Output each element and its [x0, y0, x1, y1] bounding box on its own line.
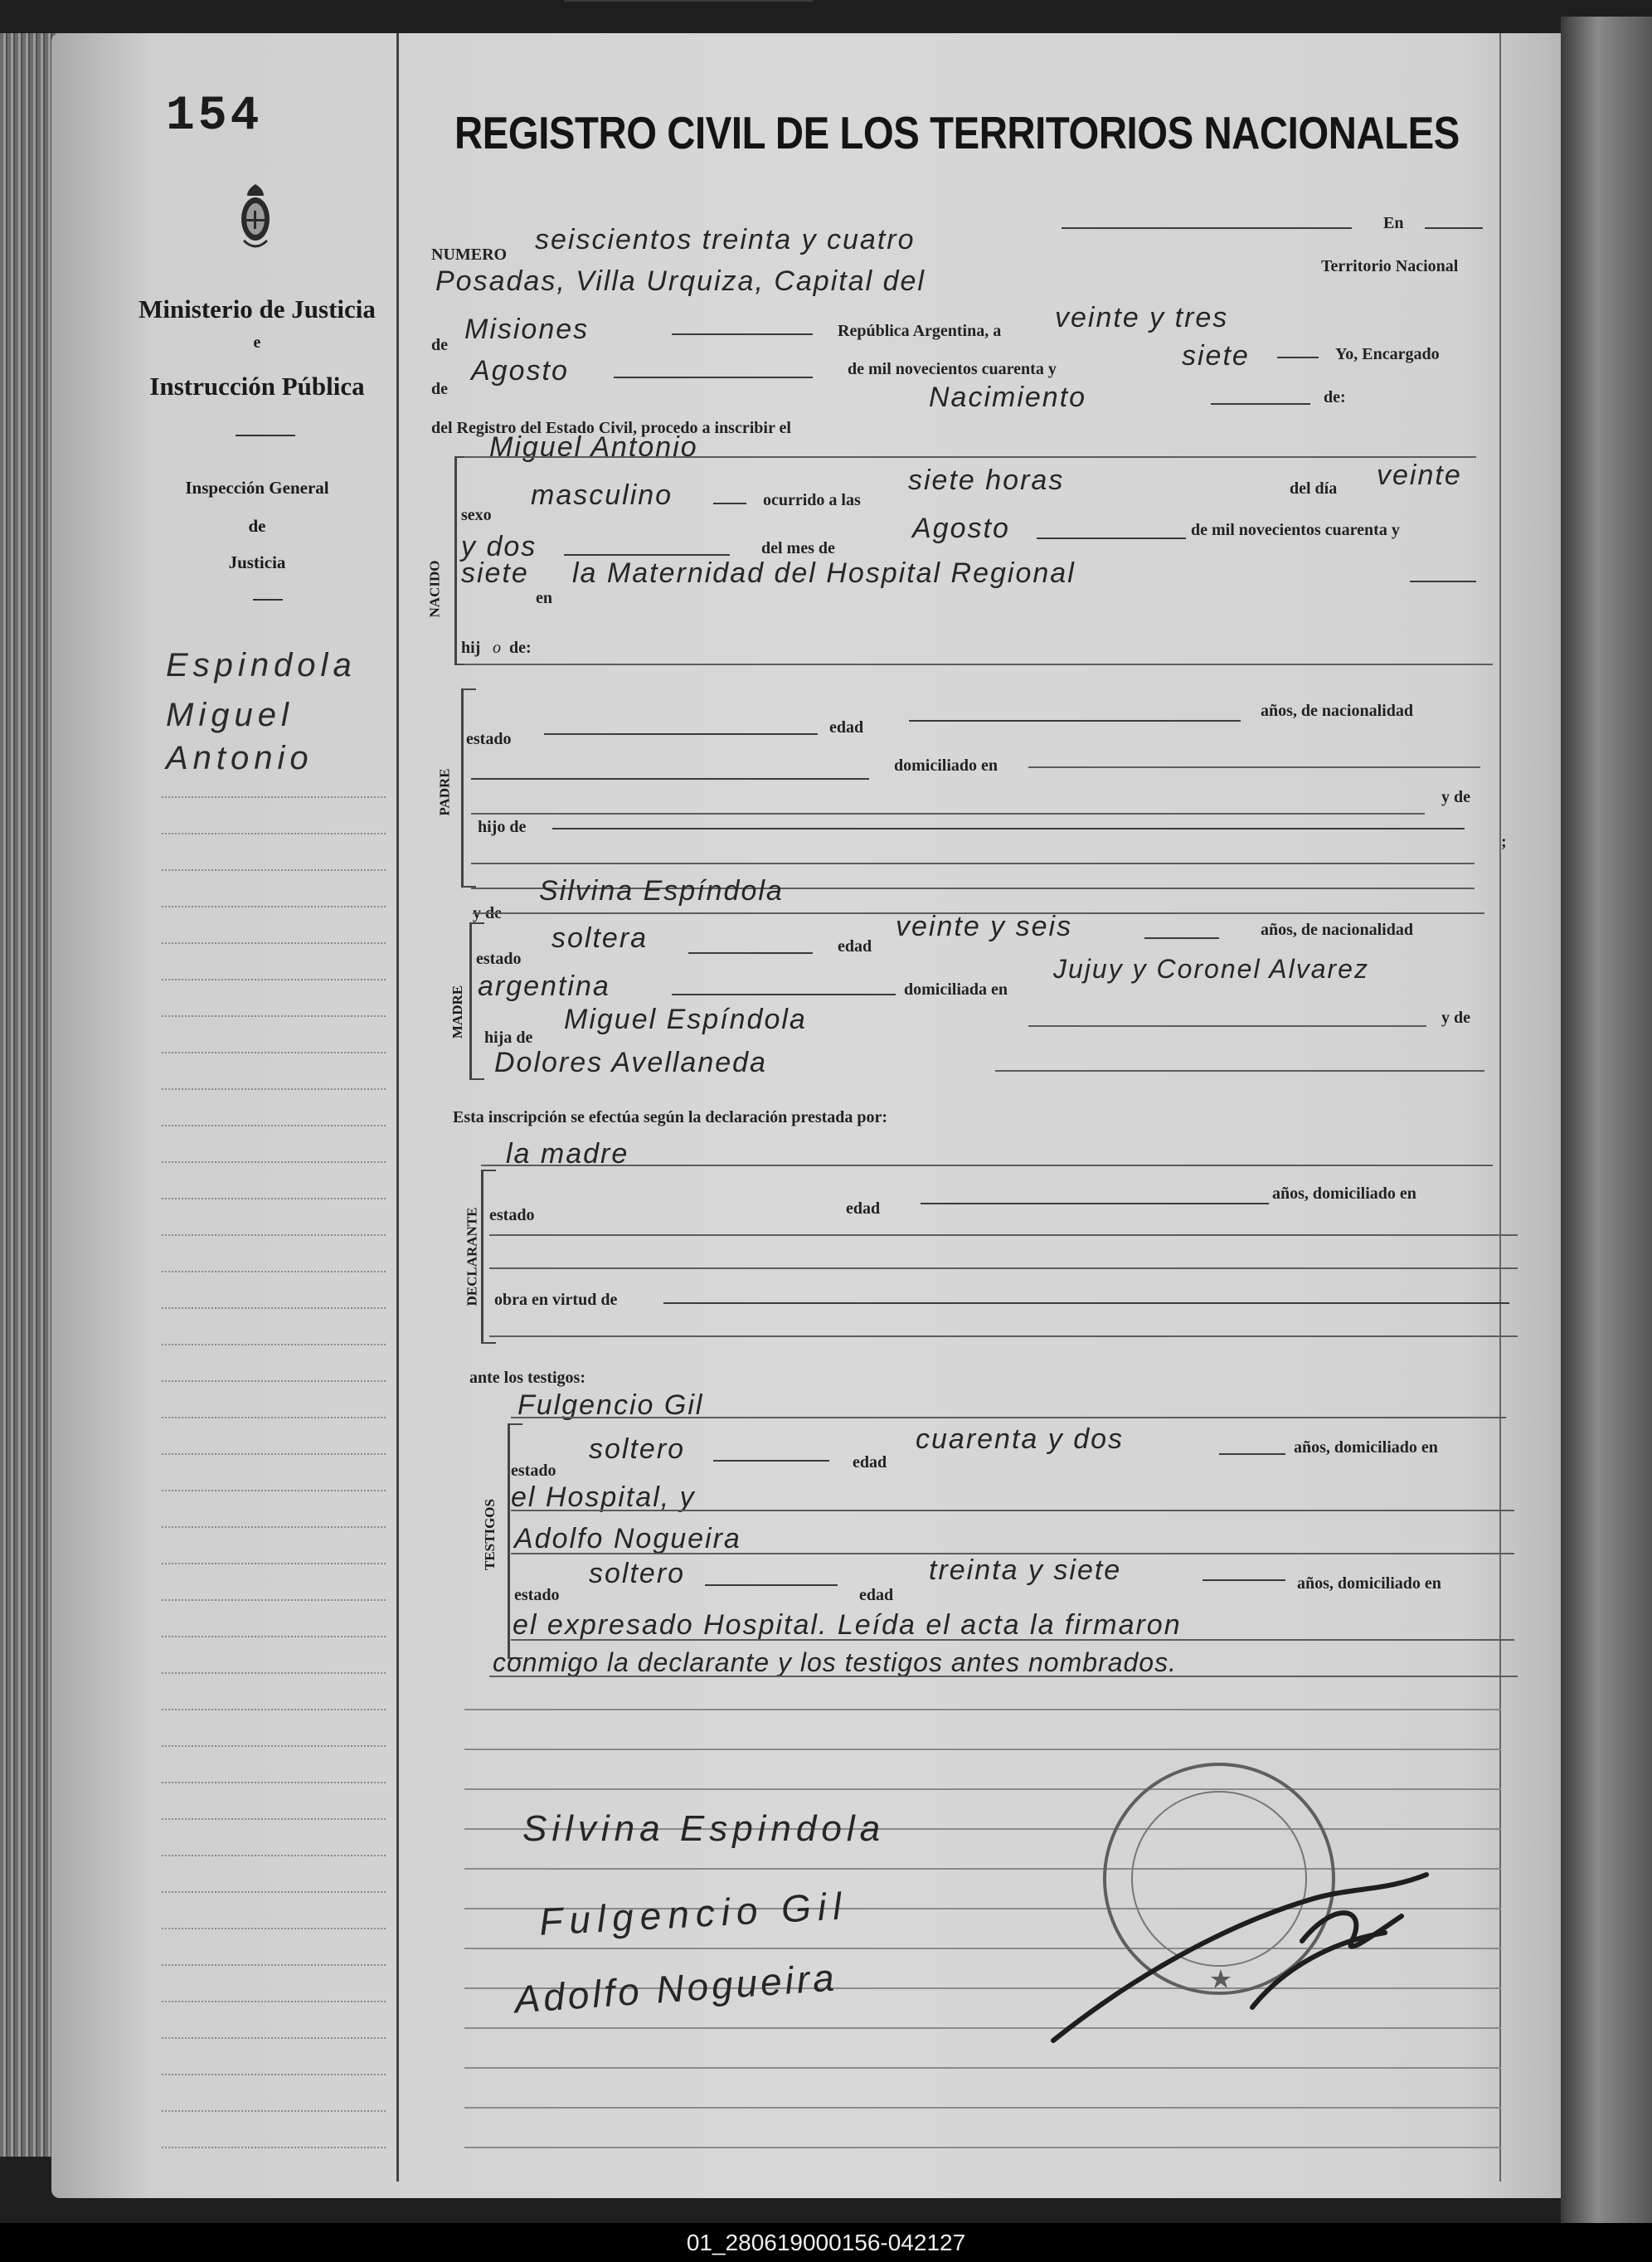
mother-name-value: Silvina Espíndola [539, 875, 784, 907]
margin-ruled-line [162, 979, 386, 980]
margin-ruled-line [162, 1782, 386, 1783]
margin-ruled-line [162, 1636, 386, 1637]
section-brace [461, 688, 476, 888]
obra-label: obra en virtud de [494, 1291, 618, 1309]
fill-line [1144, 937, 1219, 939]
ruled-line [489, 1676, 1518, 1677]
margin-ruled-line [162, 2037, 386, 2039]
margin-ruled-line [162, 1417, 386, 1418]
inspection-line-3: Justicia [228, 552, 286, 572]
w1-estado-label: estado [511, 1462, 556, 1480]
testigos-intro: ante los testigos: [469, 1369, 585, 1387]
margin-ruled-line [162, 906, 386, 907]
signature-2: Fulgencio Gil [537, 1884, 849, 1943]
margin-ruled-line [162, 2147, 386, 2148]
madre-domiciliada-label: domiciliada en [904, 980, 1008, 999]
de-colon-label: de: [1324, 388, 1346, 406]
margin-ruled-line [162, 833, 386, 834]
margin-ruled-line [162, 1198, 386, 1199]
ruled-line [464, 456, 1476, 458]
margin-ruled-line [162, 1599, 386, 1601]
margin-ruled-line [162, 1928, 386, 1929]
w1-edad-label: edad [853, 1453, 887, 1472]
ruled-line [489, 1267, 1518, 1269]
w2-anios-label: años, domiciliado en [1297, 1574, 1441, 1593]
del-mes-label: del mes de [761, 539, 835, 557]
padre-estado-label: estado [466, 730, 512, 748]
ministry-conjunction: e [253, 333, 261, 352]
inspection-line-1: Inspección General [185, 478, 329, 498]
ruled-line [464, 664, 1493, 665]
fill-line [614, 377, 813, 378]
fill-line [909, 720, 1241, 722]
declaracion-intro: Esta inscripción se efectúa según la declaración prestada por: [453, 1108, 888, 1126]
madre-edad-label: edad [838, 937, 872, 956]
fill-line [1203, 1579, 1285, 1581]
birth-year-label: de mil novecientos cuarenta y [1191, 521, 1400, 539]
fill-line [564, 554, 730, 556]
ruled-line [1028, 1025, 1426, 1027]
fill-line [1425, 227, 1483, 229]
margin-divider-short [253, 599, 283, 601]
fill-line [544, 733, 818, 735]
page-number: 154 [166, 90, 263, 144]
encargado-label: Yo, Encargado [1335, 345, 1440, 363]
padre-domiciliado-label: domiciliado en [894, 756, 998, 775]
del-dia-label: del día [1290, 479, 1338, 498]
right-margin-rule [1499, 33, 1501, 2182]
book-right-edge [1561, 17, 1652, 2223]
ruled-line [511, 1639, 1514, 1641]
margin-ruled-line [162, 1563, 386, 1564]
fill-line [552, 828, 1465, 829]
registro-label: del Registro del Estado Civil, procedo a inscribir el [431, 419, 791, 437]
birth-place-value: la Maternidad del Hospital Regional [572, 557, 1076, 589]
ruled-line [471, 863, 1475, 864]
ruled-line [511, 1417, 1506, 1418]
margin-ruled-line [162, 1818, 386, 1820]
w2-edad-value: treinta y siete [929, 1554, 1122, 1586]
w2-edad-label: edad [859, 1586, 894, 1604]
hijo-suffix: o [493, 639, 501, 657]
madre-edad-value: veinte y seis [896, 911, 1073, 942]
page-stack-edge [0, 33, 58, 2157]
sexo-label: sexo [461, 506, 492, 524]
numero-value: seiscientos treinta y cuatro [535, 224, 916, 255]
madre-domicilio-value: Jujuy y Coronel Alvarez [1053, 954, 1369, 984]
numero-label: NUMERO [431, 246, 508, 264]
fill-line [1410, 581, 1476, 582]
document-title: REGISTRO CIVIL DE LOS TERRITORIOS NACIONALES [454, 107, 1460, 158]
fill-line [471, 778, 869, 780]
day-value: veinte y tres [1055, 302, 1229, 333]
madre-mother-value: Dolores Avellaneda [494, 1047, 767, 1078]
ruled-line [471, 813, 1425, 815]
year-label: de mil novecientos cuarenta y [848, 360, 1057, 378]
republica-label: República Argentina, a [838, 322, 1002, 340]
w1-domicilio-value: el Hospital, y [511, 1481, 696, 1513]
margin-ruled-line [162, 1855, 386, 1856]
margin-ruled-line [162, 1745, 386, 1747]
margin-divider [396, 33, 399, 2182]
margin-ruled-line [162, 869, 386, 871]
en-label: en [536, 589, 552, 607]
day-value-2: y dos [461, 531, 537, 562]
witness1-name: Fulgencio Gil [517, 1389, 704, 1421]
inspection-line-2: de [248, 516, 266, 536]
margin-ruled-line [162, 2074, 386, 2075]
padre-hijo-de-label: hijo de [478, 818, 527, 836]
fill-line [1219, 1453, 1285, 1455]
margin-ruled-line [162, 2001, 386, 2002]
signature-1: Silvina Espindola [522, 1808, 886, 1849]
en-label: En [1383, 214, 1404, 232]
w1-edad-value: cuarenta y dos [916, 1423, 1125, 1455]
margin-ruled-line [162, 1052, 386, 1053]
margin-ruled-line [162, 1088, 386, 1090]
footer-bar [0, 2223, 1652, 2262]
madre-estado-value: soltera [551, 922, 649, 954]
padre-anios-label: años, de nacionalidad [1261, 702, 1413, 720]
hijo-de-label: de: [509, 639, 532, 657]
fill-line [713, 503, 746, 504]
ocurrido-label: ocurrido a las [763, 491, 861, 509]
testigos-section-label: TESTIGOS [482, 1499, 498, 1570]
ruled-line [1028, 766, 1480, 768]
ruled-line [464, 2147, 1501, 2148]
fill-line [705, 1584, 838, 1586]
margin-ruled-line [162, 1125, 386, 1126]
madre-nacionalidad-value: argentina [478, 970, 610, 1002]
margin-ruled-line [162, 1964, 386, 1966]
madre-y-de-label2: y de [1441, 1009, 1470, 1027]
madre-father-value: Miguel Espíndola [564, 1004, 807, 1035]
margin-ruled-line [162, 1526, 386, 1528]
day-value-1: veinte [1377, 460, 1462, 491]
ruled-line [995, 1070, 1484, 1072]
margin-ruled-line [162, 1271, 386, 1272]
ruled-line [489, 1335, 1518, 1337]
fill-line [1277, 357, 1319, 358]
signature-3: Adolfo Nogueira [513, 1955, 839, 2021]
madre-section-label: MADRE [449, 985, 466, 1039]
image-identifier: 01_280619000156-042127 [686, 2230, 966, 2255]
margin-ruled-line [162, 1344, 386, 1345]
margin-ruled-line [162, 1709, 386, 1710]
declarante-edad-label: edad [846, 1199, 881, 1218]
witness2-name: Adolfo Nogueira [514, 1523, 741, 1554]
declarante-section-label: DECLARANTE [464, 1207, 480, 1306]
ruled-line [464, 2107, 1501, 2109]
closing-line-2: conmigo la declarante y los testigos antes nombrados. [493, 1647, 1177, 1677]
coat-of-arms-icon [239, 182, 272, 254]
fill-line [688, 952, 813, 954]
act-type-value: Nacimiento [929, 382, 1087, 413]
ruled-line [511, 1510, 1514, 1511]
margin-divider-short [236, 435, 295, 436]
margin-ruled-line [162, 1161, 386, 1163]
fill-line [1211, 403, 1310, 405]
ruled-line [464, 1749, 1501, 1750]
margin-ruled-line [162, 1380, 386, 1382]
padre-edad-label: edad [829, 718, 864, 737]
fill-line [564, 0, 813, 2]
section-brace [481, 1170, 496, 1344]
birth-month-value: Agosto [912, 513, 1010, 544]
hour-value: siete horas [908, 465, 1065, 496]
margin-ruled-line [162, 1672, 386, 1674]
madre-anios-label: años, de nacionalidad [1261, 921, 1413, 939]
declarante-estado-label: estado [489, 1206, 535, 1224]
margin-ruled-line [162, 796, 386, 798]
declarante-anios-label: años, domiciliado en [1272, 1185, 1416, 1203]
born-name-value: Miguel Antonio [489, 431, 698, 463]
de-label: de [431, 336, 448, 354]
fill-line [1037, 538, 1186, 539]
closing-line-1: el expresado Hospital. Leída el acta la firmaron [513, 1609, 1182, 1641]
fill-line [713, 1460, 829, 1462]
month-value: Agosto [471, 355, 569, 387]
ruled-line [489, 1234, 1518, 1236]
territory-value: Misiones [464, 314, 590, 345]
ruled-line [464, 1788, 1501, 1790]
madre-hija-de-label: hija de [484, 1029, 533, 1047]
margin-ruled-line [162, 1015, 386, 1017]
w1-estado-value: soltero [589, 1433, 686, 1465]
madre-estado-label: estado [476, 950, 522, 968]
year-value: siete [1182, 340, 1250, 372]
padre-y-de-label: y de [1441, 788, 1470, 806]
w1-anios-label: años, domiciliado en [1294, 1438, 1438, 1457]
hijo-label: hij [461, 639, 481, 657]
margin-ruled-line [162, 1234, 386, 1236]
fill-line [672, 333, 813, 335]
margin-ruled-line [162, 1490, 386, 1491]
margin-surname: Espindola [166, 647, 357, 683]
fill-line [921, 1203, 1269, 1204]
nacido-section-label: NACIDO [426, 560, 443, 618]
territorio-label: Territorio Nacional [1321, 257, 1459, 275]
margin-ruled-line [162, 1453, 386, 1455]
fill-line [672, 994, 896, 995]
padre-semicolon: ; [1501, 833, 1507, 851]
fill-line [663, 1302, 1509, 1304]
ruled-line [481, 1165, 1493, 1166]
registrar-signature-icon [1037, 1841, 1468, 2057]
margin-given-name: Miguel [166, 697, 294, 733]
de-label: de [431, 380, 448, 398]
madre-y-de-label: y de [473, 904, 502, 922]
margin-ruled-line [162, 1891, 386, 1893]
ministry-title: Ministerio de Justicia [138, 294, 376, 323]
place-value: Posadas, Villa Urquiza, Capital del [435, 265, 926, 297]
ministry-subtitle: Instrucción Pública [149, 372, 365, 401]
margin-ruled-line [162, 2110, 386, 2112]
margin-ruled-line [162, 942, 386, 944]
margin-middle-name: Antonio [166, 740, 313, 776]
fill-line [1062, 227, 1352, 229]
margin-ruled-line [162, 1307, 386, 1309]
sexo-value: masculino [531, 479, 673, 511]
w2-estado-value: soltero [589, 1558, 686, 1589]
w2-estado-label: estado [514, 1586, 560, 1604]
birth-year-value: siete [461, 557, 529, 589]
declarante-value: la madre [506, 1138, 629, 1170]
ruled-line [464, 1709, 1501, 1710]
padre-section-label: PADRE [436, 768, 453, 816]
ruled-line [464, 2067, 1501, 2069]
